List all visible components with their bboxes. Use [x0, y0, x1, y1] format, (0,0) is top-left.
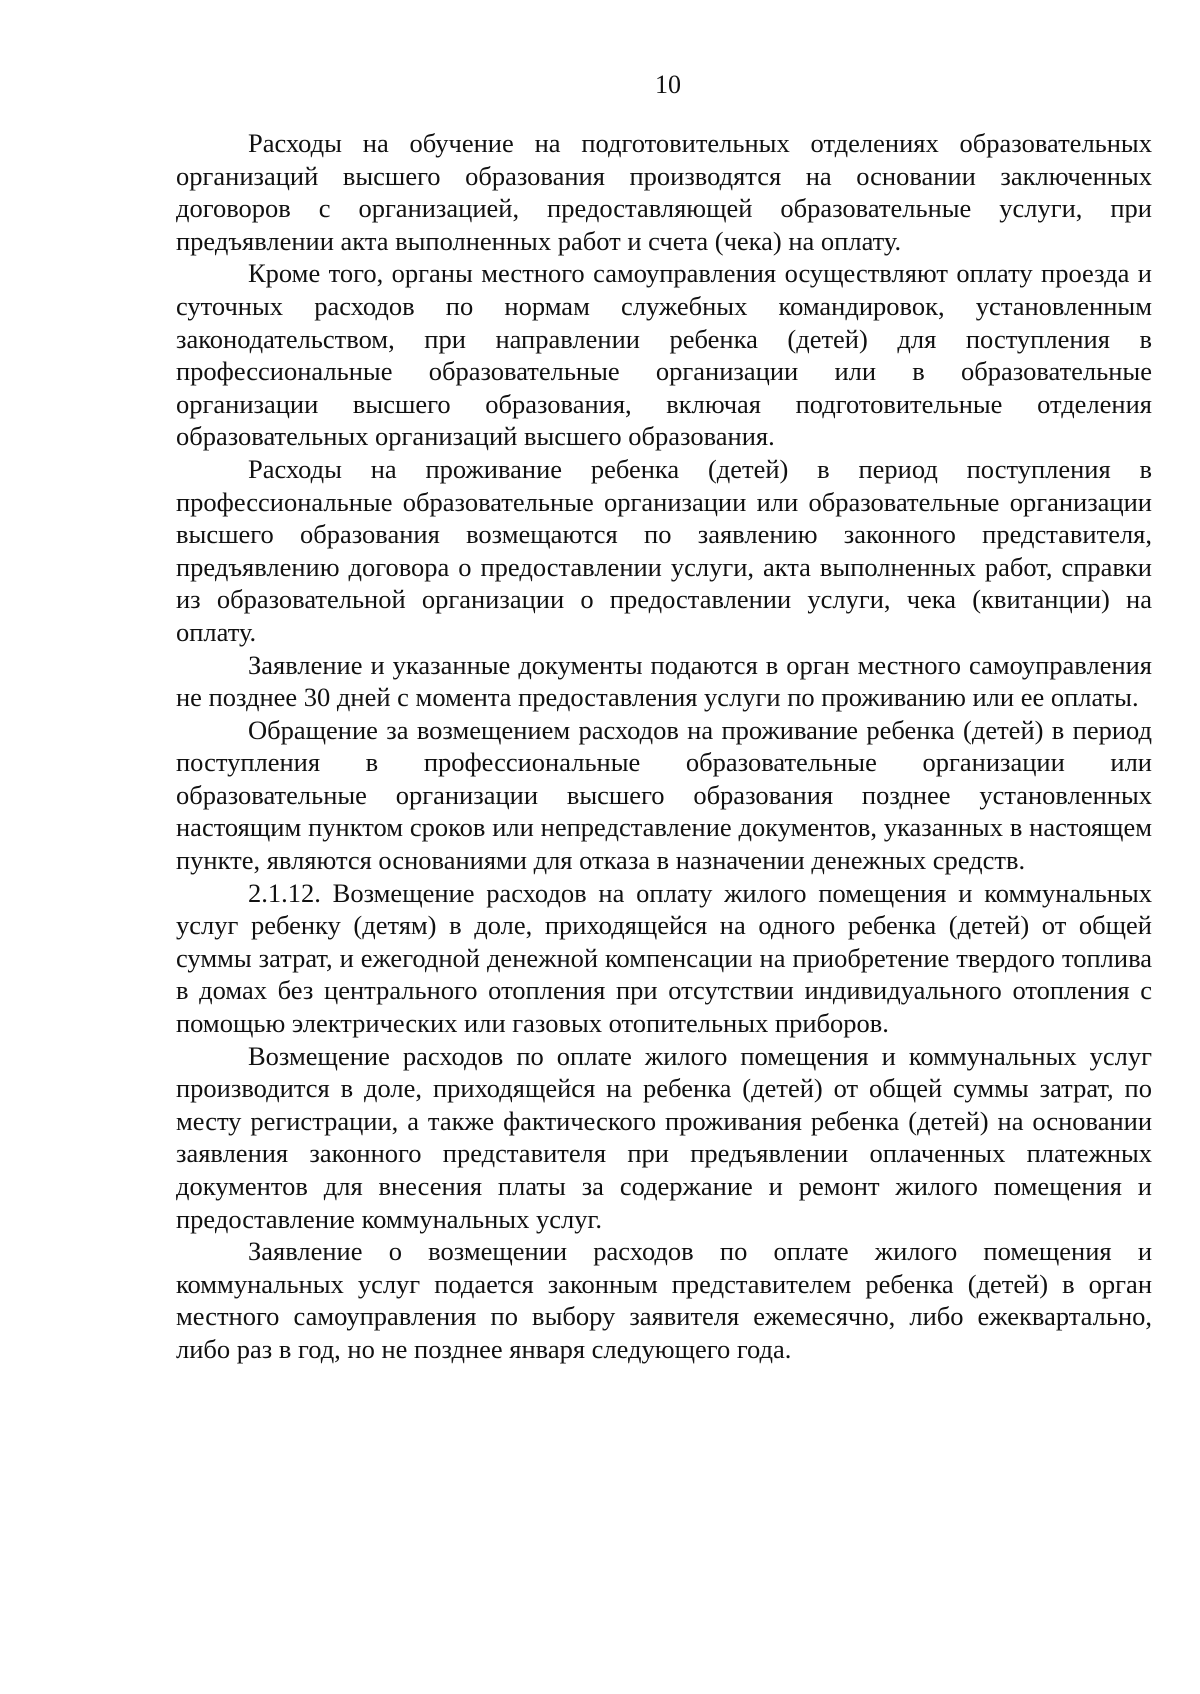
paragraph-application-frequency: Заявление о возмещении расходов по оплате жилого помещения и коммунальных услуг подается законным представителем ребенка (детей) в орган местного самоуправления по выбору заявителя ежемесячно, либо ежеквартально, либо раз в год, но не позднее января следующего года.: [176, 1236, 1152, 1364]
paragraph-accommodation-expenses: Расходы на проживание ребенка (детей) в период поступления в профессиональные образовательные организации или образовательные организации высшего образования возмещаются по заявлению законного представителя, предъявлению договора о предоставлении услуги, акта выполненных работ, справки из образовательной организации о предоставлении услуги, чека (квитанции) на оплату.: [176, 453, 1152, 647]
paragraph-education-expenses: Расходы на обучение на подготовительных отделениях образовательных организаций высшего образования производятся на основании заключенных договоров с организацией, предоставляющей образовательные услуги, при предъявлении акта выполненных работ и счета (чека) на оплату.: [176, 128, 1152, 256]
paragraph-application-deadline: Заявление и указанные документы подаются в орган местного самоуправления не позднее 30 дней с момента предоставления услуги по проживанию или ее оплаты.: [176, 649, 1152, 713]
document-body: [176, 127, 1152, 1366]
paragraph-refusal-grounds: Обращение за возмещением расходов на проживание ребенка (детей) в период поступления в профессиональные образовательные организации или образовательные организации высшего образования позднее установленных настоящим пунктом сроков или непредставление документов, указанных в настоящем пункте, являются основаниями для отказа в назначении денежных средств.: [176, 714, 1152, 876]
paragraph-travel-expenses: Кроме того, органы местного самоуправления осуществляют оплату проезда и суточных расходов по нормам служебных командировок, установленным законодательством, при направлении ребенка (детей) для поступления в профессиональные образовательные организации или в образовательные организации высшего образования, включая подготовительные отделения образовательных организаций высшего образования.: [176, 258, 1152, 452]
paragraph-section-2-1-12: 2.1.12. Возмещение расходов на оплату жилого помещения и коммунальных услуг ребенку (детям) в доле, приходящейся на одного ребенка (детей) от общей суммы затрат, и ежегодной денежной компенсации на приобретение твердого топлива в домах без центрального отопления при отсутствии индивидуального отопления с помощью электрических или газовых отопительных приборов.: [176, 877, 1152, 1039]
page-number: 10: [655, 70, 681, 99]
paragraph-utility-reimbursement: Возмещение расходов по оплате жилого помещения и коммунальных услуг производится в доле, приходящейся на ребенка (детей) от общей суммы затрат, по месту регистрации, а также фактического проживания ребенка (детей) на основании заявления законного представителя при предъявлении оплаченных платежных документов для внесения платы за содержание и ремонт жилого помещения и предоставление коммунальных услуг.: [176, 1040, 1152, 1234]
